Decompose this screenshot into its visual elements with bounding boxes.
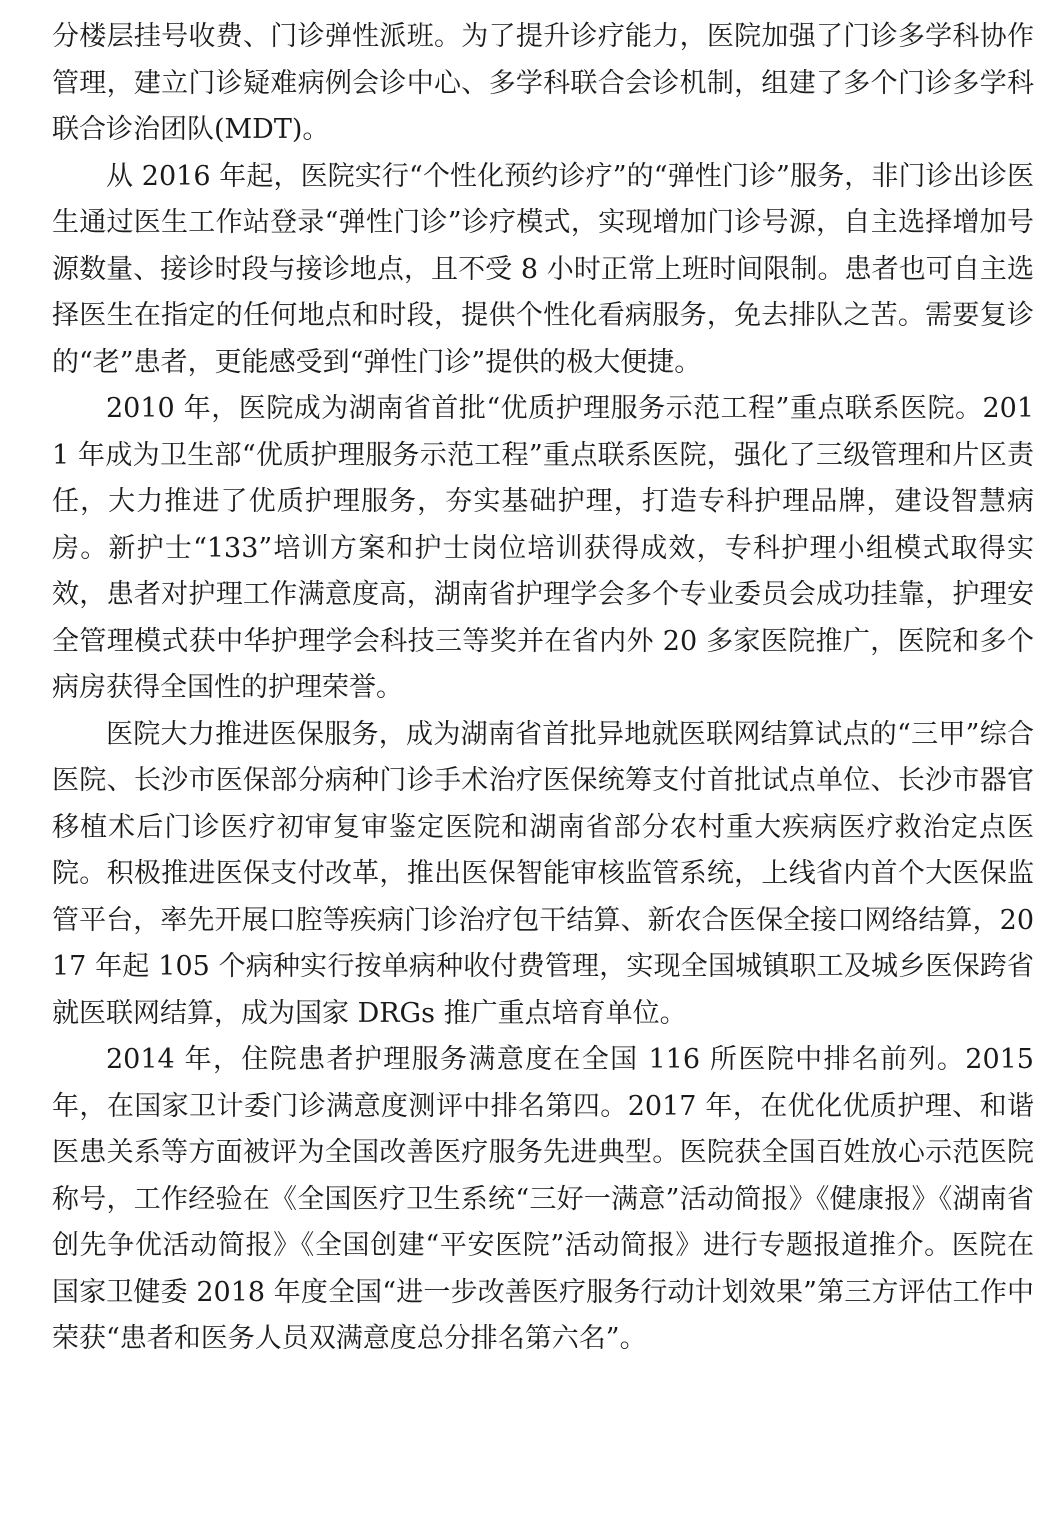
- paragraph-medical-insurance: 医院大力推进医保服务，成为湖南省首批异地就医联网结算试点的“三甲”综合医院、长沙市医保部分病种门诊手术治疗医保统筹支付首批试点单位、长沙市器官移植术后门诊医疗初审复审鉴定医院和湖南省部分农村重大疾病医疗救治定点医院。积极推进医保支付改革，推出医保智能审核监管系统，上线省内首个大医保监管平台，率先开展口腔等疾病门诊治疗包干结算、新农合医保全接口网络结算，2017 年起 105 个病种实行按单病种收付费管理，实现全国城镇职工及城乡医保跨省就医联网结算，成为国家 DRGs 推广重点培育单位。: [52, 718, 1034, 1029]
- paragraph-nursing-service: 2010 年，医院成为湖南省首批“优质护理服务示范工程”重点联系医院。2011 年成为卫生部“优质护理服务示范工程”重点联系医院，强化了三级管理和片区责任，大力推进了优质护理服务，夯实基础护理，打造专科护理品牌，建设智慧病房。新护士“133”培训方案和护士岗位培训获得成效，专科护理小组模式取得实效，患者对护理工作满意度高，湖南省护理学会多个专业委员会成功挂靠，护理安全管理模式获中华护理学会科技三等奖并在省内外 20 多家医院推广，医院和多个病房获得全国性的护理荣誉。: [52, 393, 1034, 703]
- paragraph-continued: 分楼层挂号收费、门诊弹性派班。为了提升诊疗能力，医院加强了门诊多学科协作管理，建立门诊疑难病例会诊中心、多学科联合会诊机制，组建了多个门诊多学科联合诊治团队(MDT)。: [52, 21, 1034, 145]
- body-text: [52, 14, 1034, 1363]
- paragraph-flexible-clinic: 从 2016 年起，医院实行“个性化预约诊疗”的“弹性门诊”服务，非门诊出诊医生通过医生工作站登录“弹性门诊”诊疗模式，实现增加门诊号源，自主选择增加号源数量、接诊时段与接诊地点，且不受 8 小时正常上班时间限制。患者也可自主选择医生在指定的任何地点和时段，提供个性化看病服务，免去排队之苦。需要复诊的“老”患者，更能感受到“弹性门诊”提供的极大便捷。: [52, 160, 1034, 378]
- paragraph-satisfaction-honors: 2014 年，住院患者护理服务满意度在全国 116 所医院中排名前列。2015 年，在国家卫计委门诊满意度测评中排名第四。2017 年，在优化优质护理、和谐医患关系等方面被评为全国改善医疗服务先进典型。医院获全国百姓放心示范医院称号，工作经验在《全国医疗卫生系统“三好一满意”活动简报》《健康报》《湖南省创先争优活动简报》《全国创建“平安医院”活动简报》进行专题报道推介。医院在国家卫健委 2018 年度全国“进一步改善医疗服务行动计划效果”第三方评估工作中荣获“患者和医务人员双满意度总分排名第六名”。: [52, 1044, 1034, 1354]
